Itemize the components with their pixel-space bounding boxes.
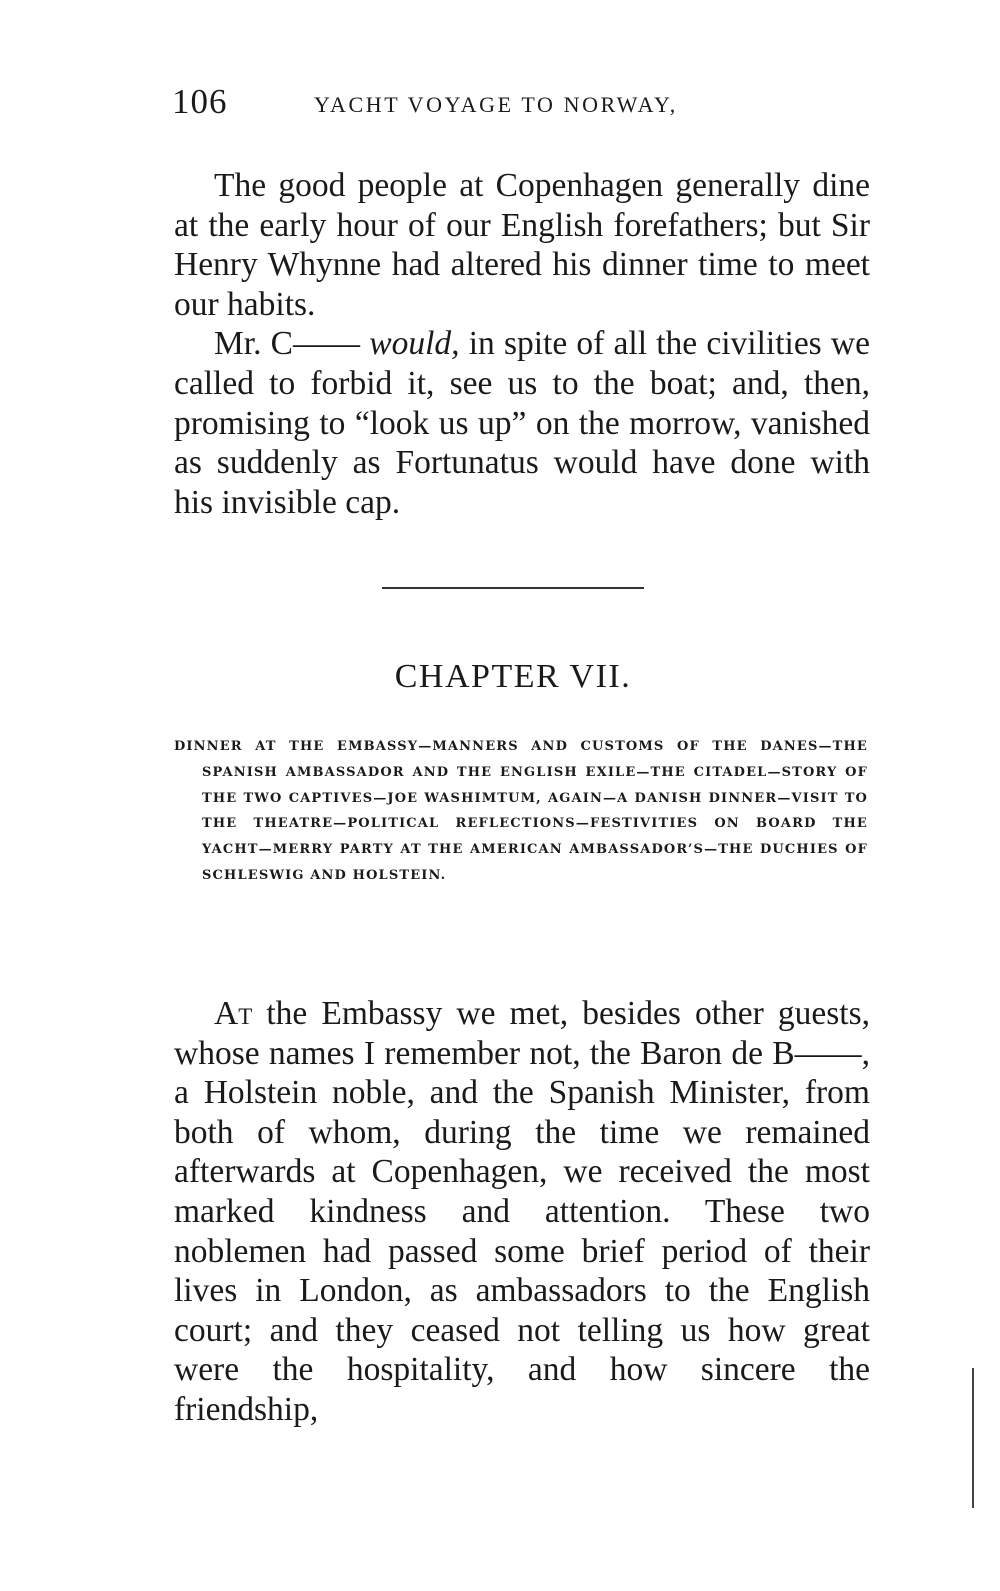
paragraph-start: Mr. C—— [214, 325, 370, 363]
text-block-chapter-opening [174, 994, 870, 1430]
running-title: YACHT VOYAGE TO NORWAY, [314, 92, 678, 117]
chapter-title: CHAPTER VII. [394, 658, 632, 695]
paragraph [174, 994, 870, 1430]
paragraph: The good people at Copenhagen generally dine at the early hour of our English forefathers; but Sir Henry Whynne had altered his dinner time to meet our habits. [174, 167, 870, 323]
paragraph-rest: in spite of all the civilities we called to forbid it, see us to the boat; and, then, promising to “look us up” on the morrow, vanished as suddenly as Fortunatus would have done with his invisible cap. [174, 325, 870, 521]
page-number: 106 [172, 82, 228, 121]
scan-edge-mark [972, 1368, 974, 1508]
emphasized-word: would, [369, 325, 460, 363]
opening-word: At [214, 995, 253, 1032]
paragraph [174, 324, 870, 522]
section-divider [382, 587, 644, 589]
paragraph-rest: the Embassy we met, besides other guests, whose names I remember not, the Baron de B——, a Holstein noble, and the Spanish Minister, from both of whom, during the time we remained afterwards at Copenhagen, we received the most marked kindness and attention. These two noblemen had passed some brief period of their lives in London, as ambassadors to the English court; and they ceased not telling us how great were the hospitality, and how sincere the friendship, [174, 995, 870, 1428]
text-block-before-chapter [174, 166, 870, 522]
chapter-synopsis: DINNER AT THE EMBASSY—MANNERS AND CUSTOMS OF THE DANES—THE SPANISH AMBASSADOR AND THE ENGLISH EXILE—THE CITADEL—STORY OF THE TWO CAPTIVES—JOE WASHIMTUM, AGAIN—A DANISH DINNER—VISIT TO THE THEATRE—POLITICAL REFLECTIONS—FESTIVITIES ON BOARD THE YACHT—MERRY PARTY AT THE AMERICAN AMBASSADOR’S—THE DUCHIES OF SCHLESWIG AND HOLSTEIN. [174, 739, 868, 883]
running-head [172, 82, 872, 132]
